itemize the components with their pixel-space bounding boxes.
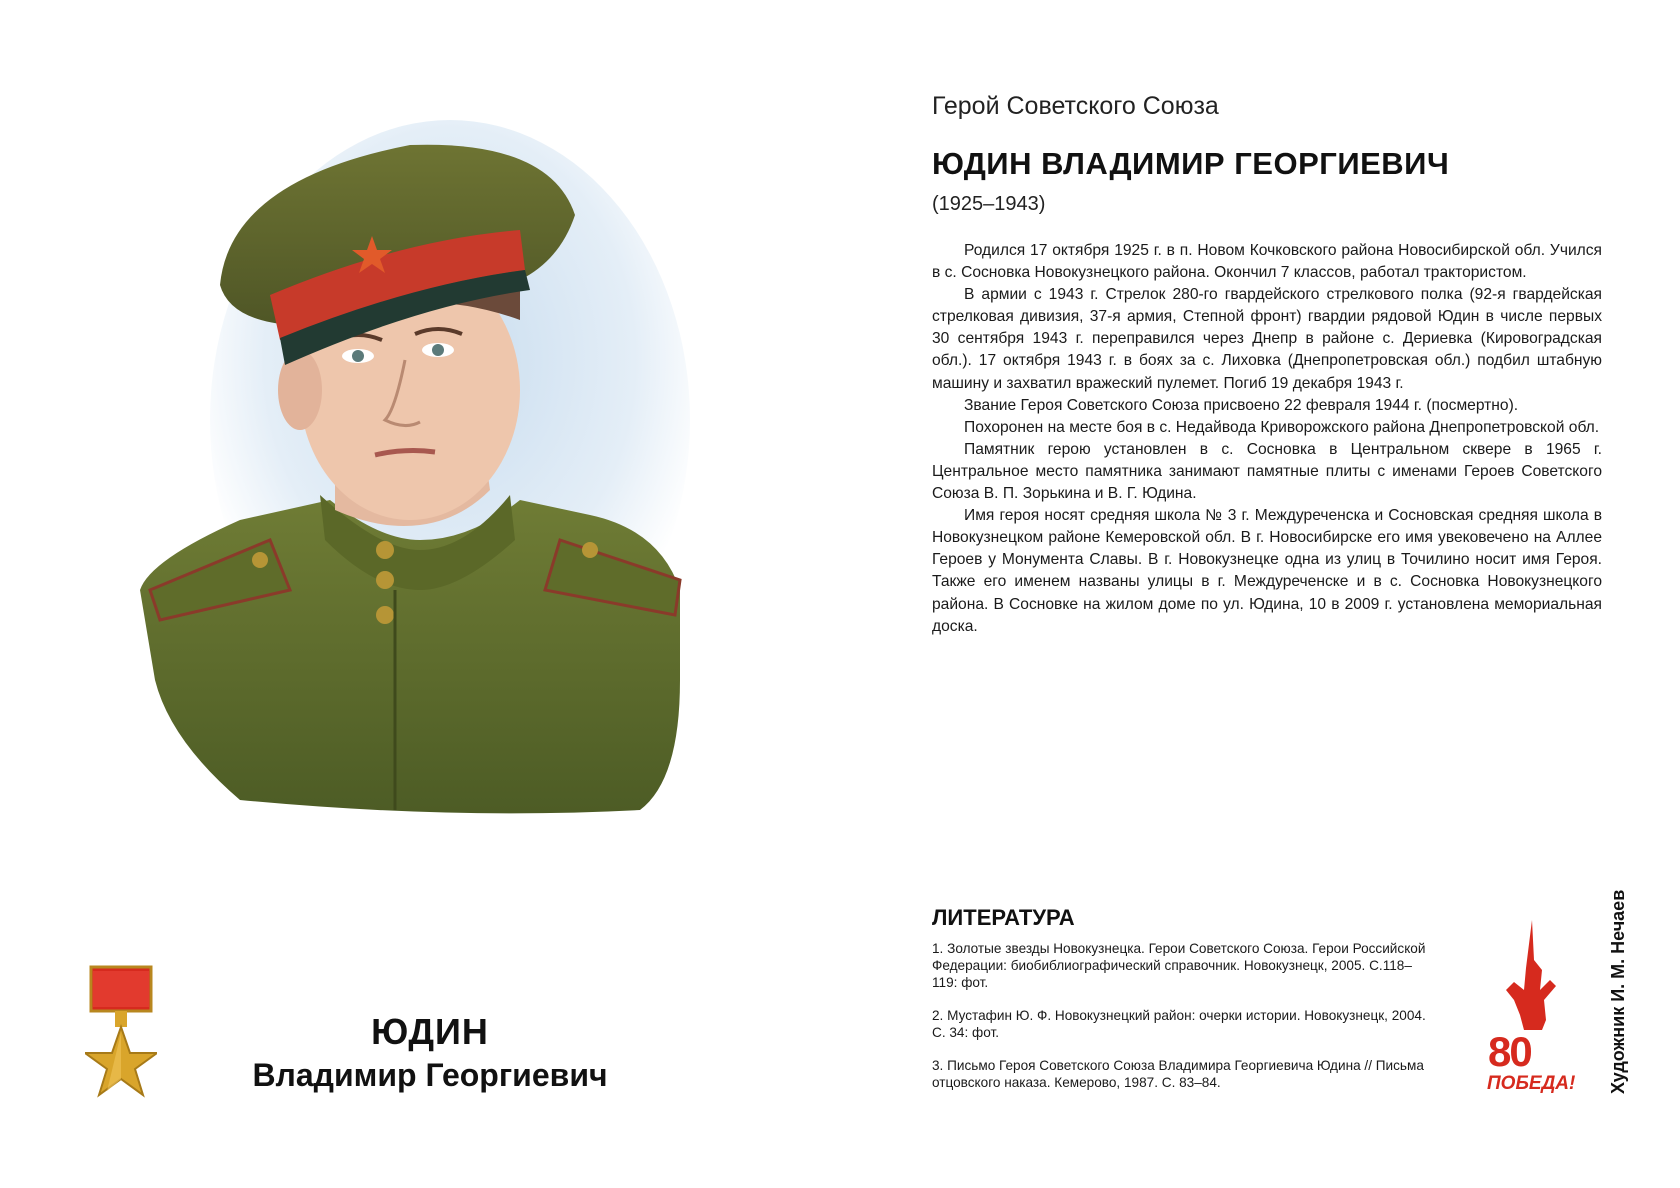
artist-credit: Художник И. М. Нечаев — [1608, 889, 1628, 1094]
literature-item: 3. Письмо Героя Советского Союза Владимира Георгиевича Юдина // Письма отцовского наказа. Кемерово, 1987. С. 83–84. — [932, 1058, 1424, 1090]
portrait-caption — [200, 1010, 660, 1096]
literature-item: 2. Мустафин Ю. Ф. Новокузнецкий район: очерки истории. Новокузнецк, 2004. С. 34: фот. — [932, 1008, 1426, 1040]
logo-word: ПОБЕДА! — [1487, 1073, 1576, 1094]
page-subtitle: Герой Советского Союза — [932, 92, 1219, 120]
literature-heading: ЛИТЕРАТУРА — [932, 905, 1075, 930]
bio-paragraph: Родился 17 октября 1925 г. в п. Новом Кочковского района Новосибирской обл. Учился в с. Сосновка Новокузнецкого района. Окончил 7 классов, работал трактористом. — [932, 242, 1602, 282]
bio-paragraph: Звание Героя Советского Союза присвоено 22 февраля 1944 г. (посмертно). — [964, 396, 1519, 414]
hero-portrait — [120, 120, 750, 910]
life-years: (1925–1943) — [932, 193, 1046, 215]
gold-star-medal-icon — [85, 965, 157, 1100]
page-title: ЮДИН ВЛАДИМИР ГЕОРГИЕВИЧ — [932, 146, 1450, 181]
literature-item: 1. Золотые звезды Новокузнецка. Герои Советского Союза. Герои Российской Федерации: биобиблиографический справочник. Новокузнецк, 2005. С.118–119: фот. — [932, 941, 1426, 990]
bio-paragraph: Памятник герою установлен в с. Сосновка в Центральном сквере в 1965 г. Центральное место памятника занимают памятные плиты с именами Героев Советского Союза В. П. Зорькина и В. Г. Юдина. — [932, 440, 1602, 503]
caption-surname: ЮДИН — [371, 1011, 489, 1052]
literature-list — [932, 940, 1432, 1107]
biography — [932, 240, 1602, 638]
bio-paragraph: В армии с 1943 г. Стрелок 280-го гвардейского стрелкового полка (92-я гвардейская стрелковая дивизия, 37-я армия, Степной фронт) гвардии рядовой Юдин в числе первых 30 сентября 1943 г. переправился через Днепр в районе с. Дериевка (Кировоградская обл.). 17 октября 1943 г. в боях за с. Лиховка (Днепропетровская обл.) подбил штабную машину и захватил вражеский пулемет. Погиб 19 декабря 1943 г. — [932, 286, 1602, 392]
logo-number: 80 — [1488, 1028, 1531, 1075]
bio-paragraph: Имя героя носят средняя школа № 3 г. Междуреченска и Сосновская средняя школа в Новокузнецком районе Кемеровской обл. В г. Новосибирске его имя увековечено на Аллее Героев у Монумента Славы. В г. Новокузнецке одна из улиц в Точилино носит имя Героя. Также его именем названы улицы в г. Междуреченске и в с. Сосновка Новокузнецкого района. В Сосновке на жилом доме по ул. Юдина, 10 в 2009 г. установлена мемориальная доска. — [932, 507, 1602, 635]
bio-paragraph: Похоронен на месте боя в с. Недайвода Криворожского района Днепропетровской обл. — [964, 418, 1600, 436]
caption-given-name: Владимир Георгиевич — [252, 1057, 608, 1093]
